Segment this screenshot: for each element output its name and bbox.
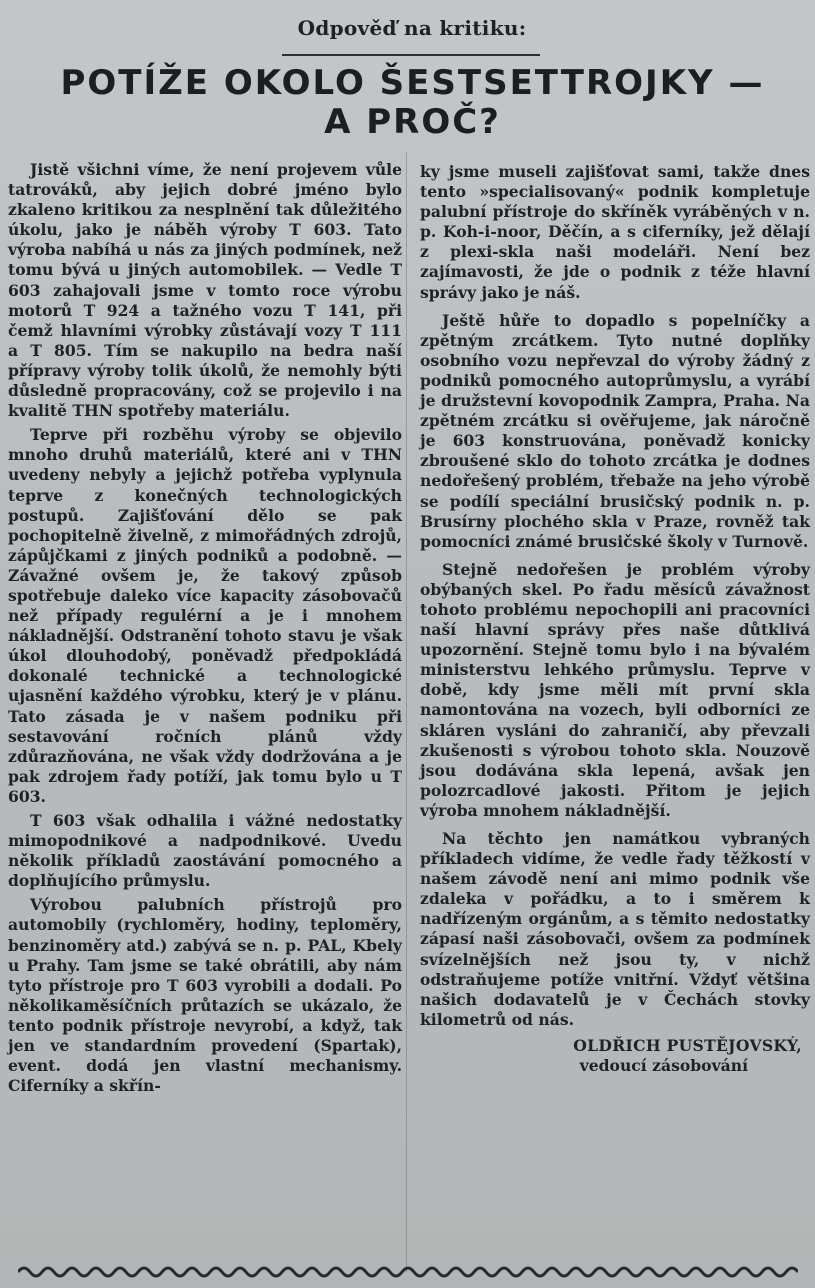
paragraph: Stejně nedořešen je problém výroby obýbaných skel. Po řadu měsíců závažnost tohoto problému nepochopili ani pracovníci naší hlavní správy přes naše důtklivá upozornění. Stejně tomu bylo i na bývalém ministerstvu lehkého průmyslu. Teprve v době, kdy jsme měli mít první skla namontována na vozech, byli odborníci ze skláren vysláni do zahraničí, aby převzali zkušenosti s výrobou tohoto skla. Nouzově jsou dodávána skla lepená, avšak jen polozrcadlové jakosti. Přitom je jejich výroba mnohem nákladnější.	[420, 559, 810, 820]
paragraph: Výrobou palubních přístrojů pro automobily (rychloměry, hodiny, teploměry, benzinoměry atd.) zabývá se n. p. PAL, Kbely u Prahy. Tam jsme se také obrátili, aby nám tyto přístroje pro T 603 vyrobili a dodali. Po několikaměsíčních průtazích se ukázalo, že tento podnik přístroje nevyrobí, a když, tak jen ve standardním provedení (Spartak), event. dodá jen vlastní mechanismy. Ciferníky a skřín-	[8, 895, 402, 1096]
author-role: vedoucí zásobování	[579, 1056, 748, 1076]
kicker: Odpověď na kritiku:	[297, 16, 527, 40]
wavy-separator	[18, 1264, 798, 1280]
left-column	[8, 160, 402, 1100]
headline-line-1: POTÍŽE OKOLO ŠESTSETTROJKY —	[60, 63, 765, 103]
paragraph: T 603 však odhalila i vážné nedostatky mimopodnikové a nadpodnikové. Uvedu několik příkladů zaostávání pomocného a doplňujícího průmyslu.	[8, 811, 402, 891]
headline-line-2: A PROČ?	[324, 102, 501, 142]
paragraph: Jistě všichni víme, že není projevem vůle tatrováků, aby jejich dobré jméno bylo zkaleno kritikou za nesplnění tak důležitého úkolu, jako je náběh výroby T 603. Tato výroba nabíhá u nás za jiných podmínek, než tomu bývá u jiných automobilek. — Vedle T 603 zahajovali jsme v tomto roce výrobu motorů T 924 a tažného vozu T 141, při čemž hlavními výrobky zůstávají vozy T 111 a T 805. Tím se nakupilo na bedra naší přípravy výroby tolik úkolů, že nemohly býti důsledně propracovány, což se projevilo i na kvalitě THN spotřeby materiálu.	[8, 160, 402, 421]
right-column	[420, 162, 810, 1076]
headline	[40, 64, 785, 142]
paragraph: Teprve při rozběhu výroby se objevilo mnoho druhů materiálů, které ani v THN uvedeny nebyly a jejichž potřeba vyplynula teprve z konečných technologických postupů. Zajišťování dělo se pak pochopitelně živelně, z mimořádných zdrojů, zápůjčkami z jiných podniků a podobně. — Závažné ovšem je, že takový způsob spotřebuje daleko více kapacity zásobovačů než případy regulérní a je i mnohem nákladnější. Odstranění tohoto stavu je však úkol dlouhodobý, poněvadž předpokládá dokonalé technické a technologické ujasnění každého výrobku, který je v plánu. Tato zásada je v našem podniku při sestavování ročních plánů vždy zdůrazňována, ne však vždy dodržována a je pak zdrojem řady potíží, jak tomu bylo u T 603.	[8, 425, 402, 806]
paragraph: Ještě hůře to dopadlo s popelníčky a zpětným zrcátkem. Tyto nutné doplňky osobního vozu nepřevzal do výroby žádný z podniků pomocného autoprůmyslu, a vyrábí je družstevní kovopodnik Zampra, Praha. Na zpětném zrcátku si ověřujeme, jak náročně je 603 konstruována, poněvadž konicky zbroušené sklo do tohoto zrcátka je dodnes nedořešený problém, třebaže na jeho výrobě se podílí speciální brusičský podnik n. p. Brusírny plochého skla v Praze, rovněž tak pomocníci známé brusičské školy v Turnově.	[420, 310, 810, 551]
column-divider	[406, 152, 407, 1272]
kicker-underline	[282, 54, 540, 56]
paragraph: ky jsme museli zajišťovat sami, takže dnes tento »specialisovaný« podnik kompletuje palubní přístroje do skříněk vyráběných v n. p. Koh-i-noor, Děčín, a s ciferníky, jež dělají z plexi-skla naši modeláři. Není bez zajímavosti, že jde o podnik z téže hlavní správy jako je náš.	[420, 162, 810, 302]
paragraph: Na těchto jen namátkou vybraných příkladech vidíme, že vedle řady těžkostí v našem závodě není ani mimo podnik vše zdaleka v pořádku, a to i směrem k nadřízeným orgánům, a s těmito nedostatky zápasí naši zásobovači, ovšem za podmínek svízelnějších než jsou ty, v nichž odstraňujeme potíže vnitřní. Vždyť většina našich dodavatelů je v Čechách stovky kilometrů od nás.	[420, 829, 810, 1029]
author-name: OLDŘICH PUSTĚJOVSKÝ,	[573, 1035, 802, 1055]
